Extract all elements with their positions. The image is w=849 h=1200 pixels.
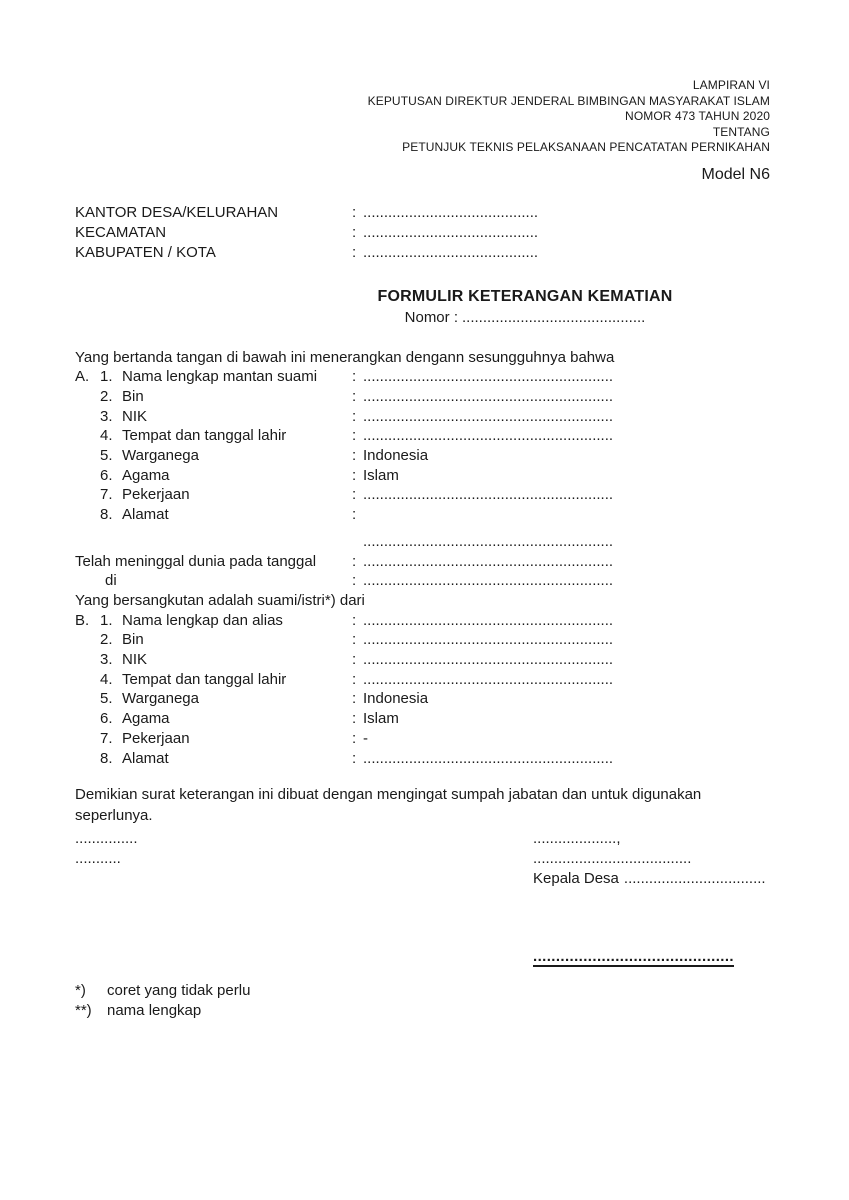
form-row [75,630,770,650]
closing-columns [75,829,770,889]
row-value: ............................................................ [363,611,614,629]
row-label: Telah meninggal dunia pada tanggal [75,552,317,570]
model-label: Model N6 [701,165,770,183]
office-colon: : [352,243,357,261]
footnote-mark: **) [75,1002,92,1020]
form-title: FORMULIR KETERANGAN KEMATIAN [377,287,673,305]
section-letter-spacer [75,505,100,525]
row-label: Alamat [122,749,169,767]
death-place-row [75,571,770,591]
row-number: 8. [100,749,113,767]
form-row [75,709,770,729]
row-colon: : [352,631,357,649]
left-dots-line-1: ............... [75,830,138,848]
row-colon: : [352,710,357,728]
row-colon: : [352,466,357,484]
office-value: .......................................... [363,203,539,221]
footnote-text: coret yang tidak perlu [107,982,251,1000]
section-letter-spacer [75,446,100,466]
row-value: Indonesia [363,447,429,465]
section-letter-spacer [75,749,100,769]
row-number: 3. [100,407,113,425]
row-colon: : [352,611,357,629]
row-colon: : [352,387,357,405]
letterhead-line: LAMPIRAN VI [692,78,770,92]
kepala-desa-line [533,869,770,889]
office-row [75,203,770,223]
letterhead-line: PETUNJUK TEKNIS PELAKSANAAN PENCATATAN PERNIKAHAN [402,140,770,154]
office-colon: : [352,203,357,221]
relation-text [75,591,770,611]
letterhead-line: KEPUTUSAN DIREKTUR JENDERAL BIMBINGAN MASYARAKAT ISLAM [367,93,770,108]
footnotes [75,981,770,1021]
form-row [75,387,770,407]
footnote [75,1001,770,1021]
section-letter-spacer [75,466,100,486]
office-value: .......................................... [363,243,539,261]
row-value: ............................................................ [363,387,614,405]
section-letter-spacer [75,689,100,709]
row-label: Warganega [122,447,199,465]
form-row [75,689,770,709]
row-label: Nama lengkap dan alias [122,611,283,629]
row-number: 1. [100,368,113,386]
closing-left-column [75,829,526,889]
office-row [75,223,770,243]
closing-paragraph: Demikian surat keterangan ini dibuat dengan mengingat sumpah jabatan dan untuk digunakan seperlunya. [75,786,702,825]
place-date-line: ...................., ...................................... [533,830,692,868]
form-row [75,367,770,387]
intro-text: Yang bertanda tangan di bawah ini menerangkan dengann sesungguhnya bahwa [75,348,615,366]
row-label: Tempat dan tanggal lahir [122,427,287,445]
row-colon: : [352,407,357,425]
row-number: 6. [100,710,113,728]
row-colon-spacer [352,532,363,552]
signature-row [75,947,770,967]
row-number: 1. [100,611,113,629]
alamat-continuation-row [75,532,770,552]
row-colon: : [352,572,357,590]
row-label-spacer [75,532,352,552]
row-number: 3. [100,651,113,669]
closing-right-column [526,829,770,889]
row-label: Tempat dan tanggal lahir [122,670,287,688]
letterhead-line: NOMOR 473 TAHUN 2020 [625,109,770,123]
title-block [280,287,770,329]
row-value: ............................................................ [363,651,614,669]
form-row [75,446,770,466]
signature-dotted-line: ............................................ [533,948,734,966]
nomor-label: Nomor : [404,308,458,326]
row-number: 8. [100,506,113,524]
alamat-continuation-dots: ............................................................ [363,532,614,550]
row-number: 5. [100,690,113,708]
row-colon: : [352,506,357,524]
row-value: ............................................................ [363,749,614,767]
row-colon: : [352,749,357,767]
section-a [75,367,770,551]
office-label: KANTOR DESA/KELURAHAN [75,203,279,221]
row-number: 4. [100,427,113,445]
row-value: ............................................................ [363,407,614,425]
form-row [75,729,770,749]
section-letter-spacer [75,426,100,446]
row-label: Bin [122,387,144,405]
row-colon: : [352,690,357,708]
form-row [75,670,770,690]
row-value: ............................................................ [363,368,614,386]
section-letter-spacer [75,709,100,729]
letterhead-line: TENTANG [712,124,770,139]
row-label: Bin [122,631,144,649]
row-label: Agama [122,466,170,484]
section-letter-spacer [75,630,100,650]
nomor-value: ............................................ [461,308,646,326]
form-row [75,611,770,631]
row-value: ............................................................ [363,552,614,570]
row-label: Warganega [122,690,199,708]
section-letter: A. [75,368,90,386]
row-label: Pekerjaan [122,729,190,747]
row-value: ............................................................ [363,572,614,590]
row-colon: : [352,486,357,504]
section-letter-spacer [75,729,100,749]
relation-text-label: Yang bersangkutan adalah suami/istri*) dari [75,591,365,609]
row-value: Indonesia [363,690,429,708]
row-number: 4. [100,670,113,688]
row-value: Islam [363,710,399,728]
left-dots-line-2: ........... [75,850,121,868]
office-label: KECAMATAN [75,223,167,241]
office-row [75,243,770,263]
row-colon: : [352,729,357,747]
row-number: 5. [100,447,113,465]
form-row [75,466,770,486]
row-value [363,505,770,525]
row-label: di [105,572,117,590]
row-label: Alamat [122,506,169,524]
form-row [75,650,770,670]
death-block [75,552,770,591]
row-colon: : [352,552,357,570]
row-number: 2. [100,387,113,405]
row-label: Nama lengkap mantan suami [122,368,318,386]
row-label: NIK [122,651,148,669]
row-label: Agama [122,710,170,728]
row-value: ............................................................ [363,486,614,504]
office-label: KABUPATEN / KOTA [75,243,216,261]
row-colon: : [352,427,357,445]
row-value: ............................................................ [363,631,614,649]
section-letter-spacer [75,650,100,670]
section-letter-spacer [75,485,100,505]
form-row [75,505,770,525]
row-number: 7. [100,486,113,504]
form-row [75,426,770,446]
row-number: 6. [100,466,113,484]
section-letter: B. [75,611,90,629]
form-row [75,749,770,769]
form-row [75,485,770,505]
section-letter-spacer [75,407,100,427]
kepala-desa-dots: .................................. [623,870,766,888]
row-label: Pekerjaan [122,486,190,504]
office-value: .......................................... [363,223,539,241]
row-number: 2. [100,631,113,649]
section-letter-spacer [75,387,100,407]
row-colon: : [352,368,357,386]
row-colon: : [352,447,357,465]
footnote-mark: *) [75,982,86,1000]
letterhead [75,78,770,156]
row-value: ............................................................ [363,427,614,445]
row-value: Islam [363,466,399,484]
row-value: - [363,729,368,747]
death-date-row [75,552,770,572]
footnote-text: nama lengkap [107,1002,202,1020]
kepala-desa-label: Kepala Desa [533,870,619,888]
row-number: 7. [100,729,113,747]
section-letter-spacer [75,670,100,690]
form-number [280,307,770,329]
office-block [75,203,770,263]
row-colon: : [352,670,357,688]
office-colon: : [352,223,357,241]
row-label: NIK [122,407,148,425]
form-row [75,407,770,427]
row-colon: : [352,651,357,669]
section-b [75,611,770,769]
row-value: ............................................................ [363,670,614,688]
footnote [75,981,770,1001]
